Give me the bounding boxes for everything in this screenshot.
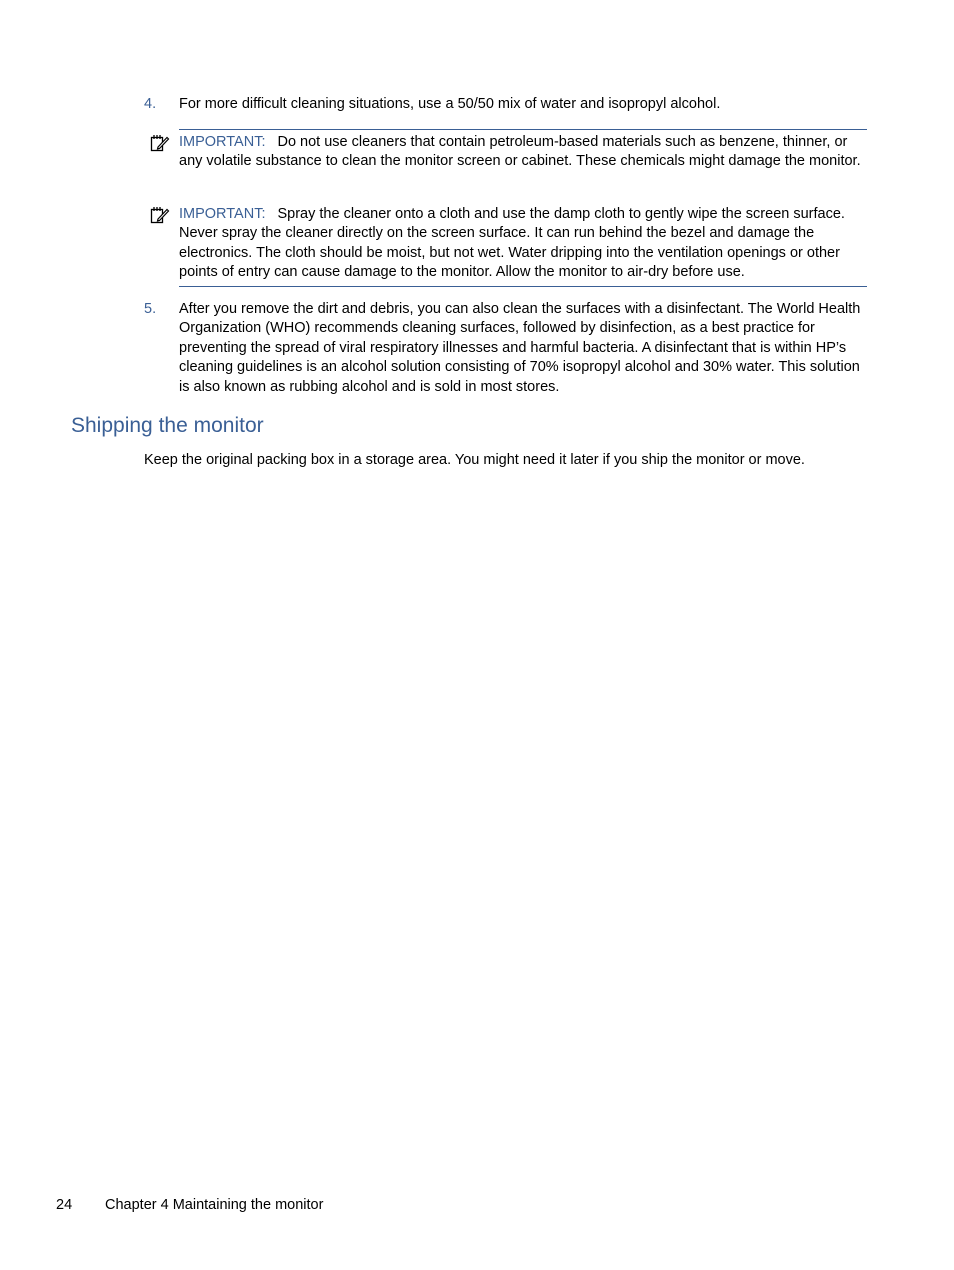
notes-top-divider [179,129,867,130]
note-label: IMPORTANT: [179,134,266,150]
section-heading: Shipping the monitor [71,414,264,437]
notes-bottom-divider [179,286,867,287]
footer-chapter-title: Chapter 4 Maintaining the monitor [105,1197,324,1213]
note-text: Do not use cleaners that contain petroleum-based materials such as benzene, thinner, or any volatile substance to clean the monitor screen or cabinet. These chemicals might damage the monitor. [179,134,861,170]
step-number: 4. [144,96,157,112]
note-label: IMPORTANT: [179,206,266,222]
page-number: 24 [56,1197,73,1213]
step-number: 5. [144,301,157,317]
section-paragraph: Keep the original packing box in a storage area. You might need it later if you ship the monitor or move. [144,452,805,468]
step-text: For more difficult cleaning situations, use a 50/50 mix of water and isopropyl alcohol. [179,96,721,112]
important-note-icon [150,134,170,152]
note-text: Spray the cleaner onto a cloth and use the damp cloth to gently wipe the screen surface. Never spray the cleaner directly on the screen surface. It can run behind the bezel and damage the electronics. The cloth should be moist, but not wet. Water dripping into the ventilation openings or other points of entry can cause damage to the monitor. Allow the monitor to air-dry before use. [179,206,845,281]
step-text: After you remove the dirt and debris, you can also clean the surfaces with a disinfectant. The World Health Organization (WHO) recommends cleaning surfaces, followed by disinfection, as a best practice for preventing the spread of viral respiratory illnesses and harmful bacteria. A disinfectant that is within HP’s cleaning guidelines is an alcohol solution consisting of 70% isopropyl alcohol and 30% water. This solution is also known as rubbing alcohol and is sold in most stores. [179,301,861,395]
important-note-icon [150,206,170,224]
